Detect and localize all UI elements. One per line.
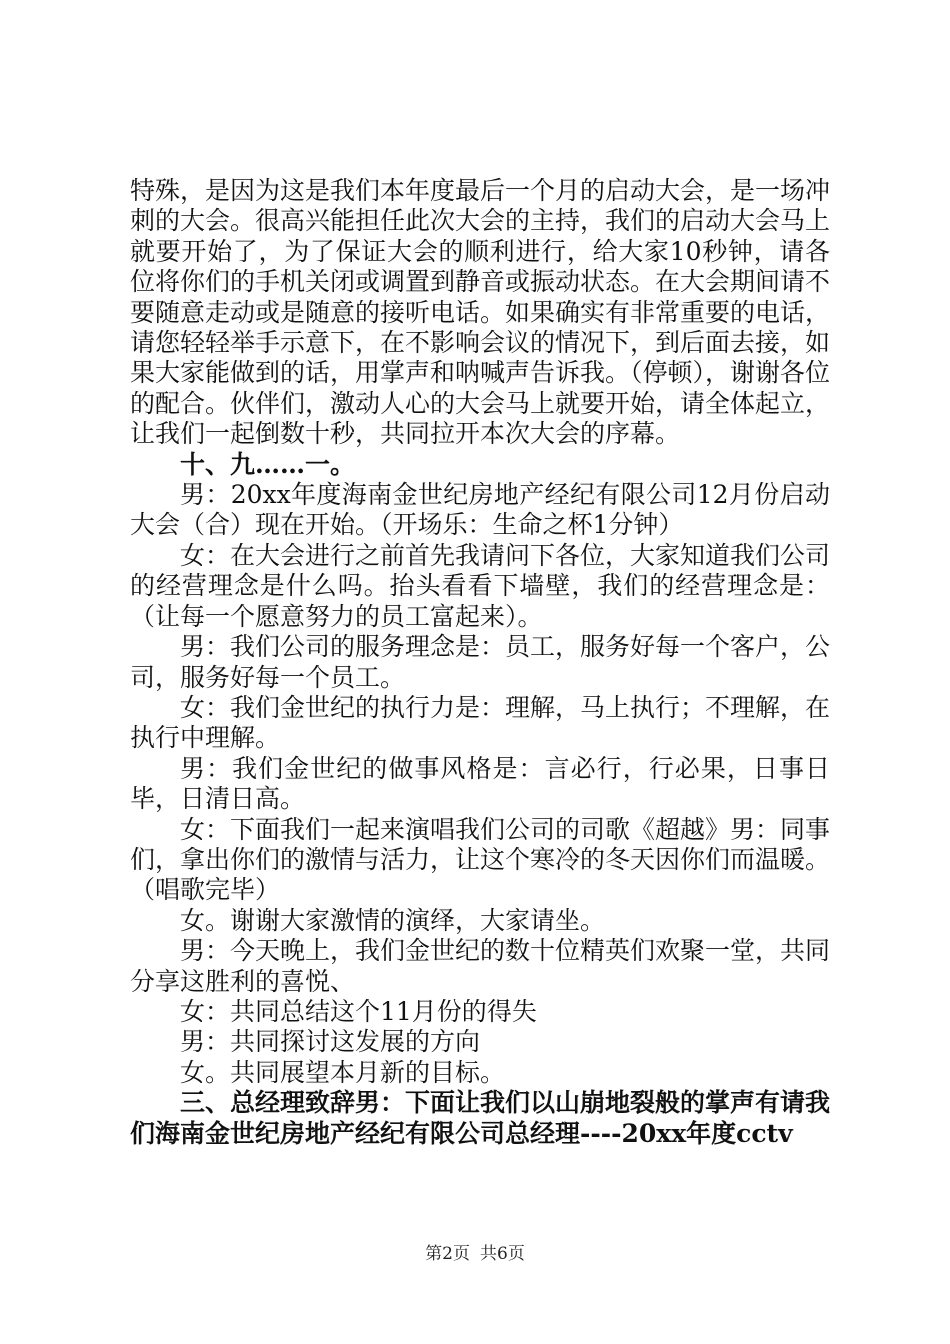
paragraph-work-style: 男：我们金世纪的做事风格是：言必行，行必果，日事日毕，日清日高。 xyxy=(130,753,830,814)
paragraph-thanks: 女。谢谢大家激情的演绎，大家请坐。 xyxy=(180,905,606,935)
paragraph-service-philosophy: 男：我们公司的服务理念是：员工，服务好每一个客户，公司，服务好每一个员工。 xyxy=(130,632,831,692)
paragraph-summarize: 女：共同总结这个11月份的得失 xyxy=(180,996,537,1026)
page-total: 共6页 xyxy=(480,1244,525,1264)
paragraph-opening: 男：20xx年度海南金世纪房地产经纪有限公司12月份启动大会（合）现在开始。（开场乐：生命之杯1分钟） xyxy=(130,480,830,540)
paragraph-company-song: 女：下面我们一起来演唱我们公司的司歌《超越》男：同事们，拿出你们的激情与活力，让这个寒冷的冬天因你们而温暖。（唱歌完毕） xyxy=(130,814,831,905)
page-footer xyxy=(0,1243,950,1265)
document-body xyxy=(130,176,830,1149)
page-number: 第2页 xyxy=(425,1244,470,1264)
paragraph-execution: 女：我们金世纪的执行力是：理解，马上执行；不理解，在执行中理解。 xyxy=(130,692,831,753)
paragraph-gathering: 男：今天晚上，我们金世纪的数十位精英们欢聚一堂，共同分享这胜利的喜悦、 xyxy=(130,936,831,996)
paragraph-outlook: 女。共同展望本月新的目标。 xyxy=(180,1057,506,1087)
paragraph-gm-speech: 三、总经理致辞男：下面让我们以山崩地裂般的掌声有请我们海南金世纪房地产经纪有限公司总经理----20xx年度cctv xyxy=(130,1088,831,1148)
paragraph-discuss: 男：共同探讨这发展的方向 xyxy=(180,1027,481,1057)
paragraph-business-philosophy: 女：在大会进行之前首先我请问下各位，大家知道我们公司的经营理念是什么吗。抬头看看下墙壁，我们的经营理念是：（让每一个愿意努力的员工富起来）。 xyxy=(130,540,831,631)
paragraph-intro: 特殊，是因为这是我们本年度最后一个月的启动大会，是一场冲刺的大会。很高兴能担任此次大会的主持，我们的启动大会马上就要开始了，为了保证大会的顺利进行，给大家10秒钟，请各位将你们的手机关闭或调置到静音或振动状态。在大会期间请不要随意走动或是随意的接听电话。如果确实有非常重要的电话，请您轻轻举手示意下，在不影响会议的情况下，到后面去接，如果大家能做到的话，用掌声和呐喊声告诉我。（停顿），谢谢各位的配合。伙伴们，激动人心的大会马上就要开始，请全体起立，让我们一起倒数十秒，共同拉开本次大会的序幕。 xyxy=(130,176,831,449)
paragraph-countdown: 十、九……一。 xyxy=(180,449,356,479)
